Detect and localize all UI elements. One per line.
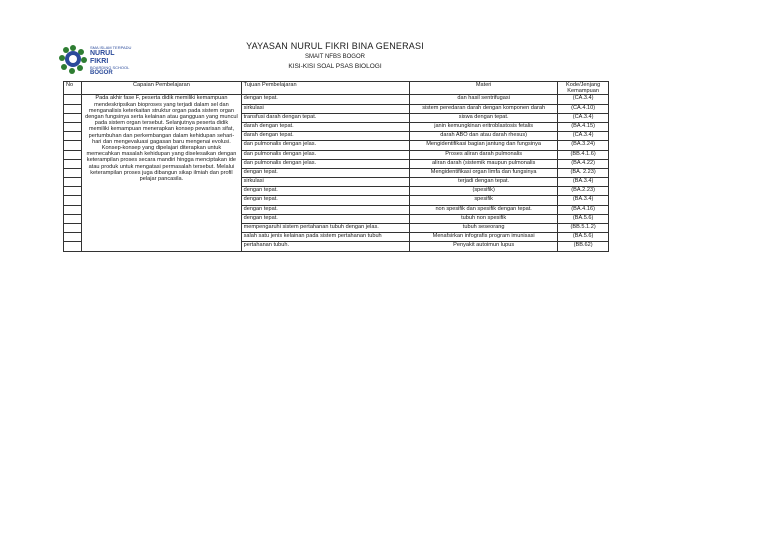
kode-cell: (CA.3.4) [558, 113, 609, 122]
logo-line5: BOGOR [90, 70, 113, 76]
kode-cell: (CA.4.10) [558, 104, 609, 113]
document-title: KISI-KISI SOAL PSAS BIOLOGI [288, 63, 382, 70]
row-number-cell [64, 159, 82, 168]
tujuan-cell: dengan tepat. [241, 196, 409, 205]
header-capaian: Capaian Pembelajaran [82, 82, 241, 95]
kode-cell: (BA.4.16) [558, 205, 609, 214]
materi-cell: Proses aliran darah pulmonalis [410, 150, 558, 159]
kode-cell: (BA.4.15) [558, 122, 609, 131]
tujuan-cell: dengan tepat. [241, 214, 409, 223]
row-number-cell [64, 113, 82, 122]
logo-line4: BOARDING SCHOOL [90, 65, 130, 70]
kisi-kisi-table [63, 81, 609, 252]
materi-cell: tubuh seseorang [410, 224, 558, 233]
row-number-cell [64, 224, 82, 233]
logo-line3: FIKRI [90, 58, 109, 65]
header-tujuan: Tujuan Pembelajaran [241, 82, 409, 95]
foundation-title: YAYASAN NURUL FIKRI BINA GENERASI [246, 41, 424, 51]
materi-cell: non spesifik dan spesifik dengan tepat. [410, 205, 558, 214]
row-number-cell [64, 150, 82, 159]
materi-cell: Mengidentifikasi bagian jantung dan fungsinya [410, 141, 558, 150]
capaian-pembelajaran-text: Pada akhir fase F, peserta didik memiliki kemampuan mendeskripsikan bioproses yang terjadi dalam sel dan menganalisis keterkaitan struktur organ pada sistem organ dengan fungsinya serta kelainan atau gangguan yang muncul pada sistem organ tersebut. Selanjutnya peserta didik memiliki kemampuan menerapkan konsep pewarisan sifat, pertumbuhan dan perkembangan dalam kehidupan sehari-hari dan mengevaluasi gagasan baru mengenai evolusi. Konsep-konsep yang dipelajari diterapkan untuk memecahkan masalah kehidupan yang diselesaikan dengan keterampilan proses secara mandiri hingga menciptakan ide atau produk untuk mengatasi permasalah tersebut. Melalui keterampilan proses juga dibangun sikap ilmiah dan profil pelajar pancasila. [82, 95, 241, 251]
tujuan-cell: sirkulasi [241, 178, 409, 187]
row-number-cell [64, 205, 82, 214]
materi-cell: janin kemungkinan eritroblastosis fetalis [410, 122, 558, 131]
tujuan-cell: dengan tepat. [241, 95, 409, 104]
header-kode: Kode/Jenjang Kemampuan [558, 82, 609, 95]
kode-cell: (BB.5.1.2) [558, 224, 609, 233]
tujuan-cell: dan pulmonalis dengan jelas. [241, 159, 409, 168]
materi-cell: (spesifik) [410, 187, 558, 196]
row-number-cell [64, 233, 82, 242]
row-number-cell [64, 132, 82, 141]
materi-cell: Penyakit autoimun lupus [410, 242, 558, 251]
materi-cell: sistem peredaran darah dengan komponen darah [410, 104, 558, 113]
tujuan-cell: dan pulmonalis dengan jelas. [241, 150, 409, 159]
tujuan-cell: transfusi darah dengan tepat. [241, 113, 409, 122]
row-number-cell [64, 187, 82, 196]
kode-cell: (BA.3.4) [558, 196, 609, 205]
kode-cell: (BB.62) [558, 242, 609, 251]
kode-cell: (BA.4.22) [558, 159, 609, 168]
row-number-cell [64, 242, 82, 251]
row-number-cell [64, 178, 82, 187]
tujuan-cell: sirkulasi [241, 104, 409, 113]
row-number-cell [64, 168, 82, 177]
materi-cell: tubuh non spesifik [410, 214, 558, 223]
kode-cell: (CA.3.4) [558, 95, 609, 104]
kode-cell: (BA.3.24) [558, 141, 609, 150]
school-name: SMAIT NFBS BOGOR [305, 54, 365, 60]
row-number-cell [64, 122, 82, 131]
kode-cell: (CA.3.4) [558, 132, 609, 141]
materi-cell: siswa dengan tepat. [410, 113, 558, 122]
tujuan-cell: dengan tepat. [241, 168, 409, 177]
tujuan-cell: dengan tepat. [241, 205, 409, 214]
materi-cell: Menafsirkan infografis program imunisasi [410, 233, 558, 242]
table-row [64, 95, 609, 104]
kode-cell: (BA.2.23) [558, 187, 609, 196]
kode-cell: (BB.4.1.6) [558, 150, 609, 159]
row-number-cell [64, 104, 82, 113]
kode-cell: (BA.5.6) [558, 214, 609, 223]
materi-cell: spesifik [410, 196, 558, 205]
materi-cell: terjadi dengan tepat. [410, 178, 558, 187]
header-materi: Materi [410, 82, 558, 95]
materi-cell: darah ABO dan atau darah rhesus) [410, 132, 558, 141]
tujuan-cell: mempengaruhi sistem pertahanan tubuh dengan jelas. [241, 224, 409, 233]
materi-cell: aliran darah (sistemik maupun pulmonalis [410, 159, 558, 168]
kode-cell: (BA.5.6) [558, 233, 609, 242]
row-number-cell [64, 95, 82, 104]
logo-line1: SMA ISLAM TERPADU [90, 45, 132, 50]
materi-cell: dan hasil sentrifugasi [410, 95, 558, 104]
tujuan-cell: salah satu jenis kelainan pada sistem pertahanan tubuh [241, 233, 409, 242]
row-number-cell [64, 214, 82, 223]
tujuan-cell: dengan tepat. [241, 187, 409, 196]
row-number-cell [64, 141, 82, 150]
tujuan-cell: darah dengan tepat. [241, 132, 409, 141]
header-no: No [64, 82, 82, 95]
table-header-row [64, 82, 609, 95]
materi-cell: Mengidentifikasi organ limfa dan fungsinya [410, 168, 558, 177]
tujuan-cell: pertahanan tubuh. [241, 242, 409, 251]
tujuan-cell: dan pulmonalis dengan jelas. [241, 141, 409, 150]
row-number-cell [64, 196, 82, 205]
kode-cell: (BA.3.4) [558, 178, 609, 187]
tujuan-cell: darah dengan tepat. [241, 122, 409, 131]
logo-line2: NURUL [90, 50, 115, 57]
kode-cell: (BA. 2.23) [558, 168, 609, 177]
